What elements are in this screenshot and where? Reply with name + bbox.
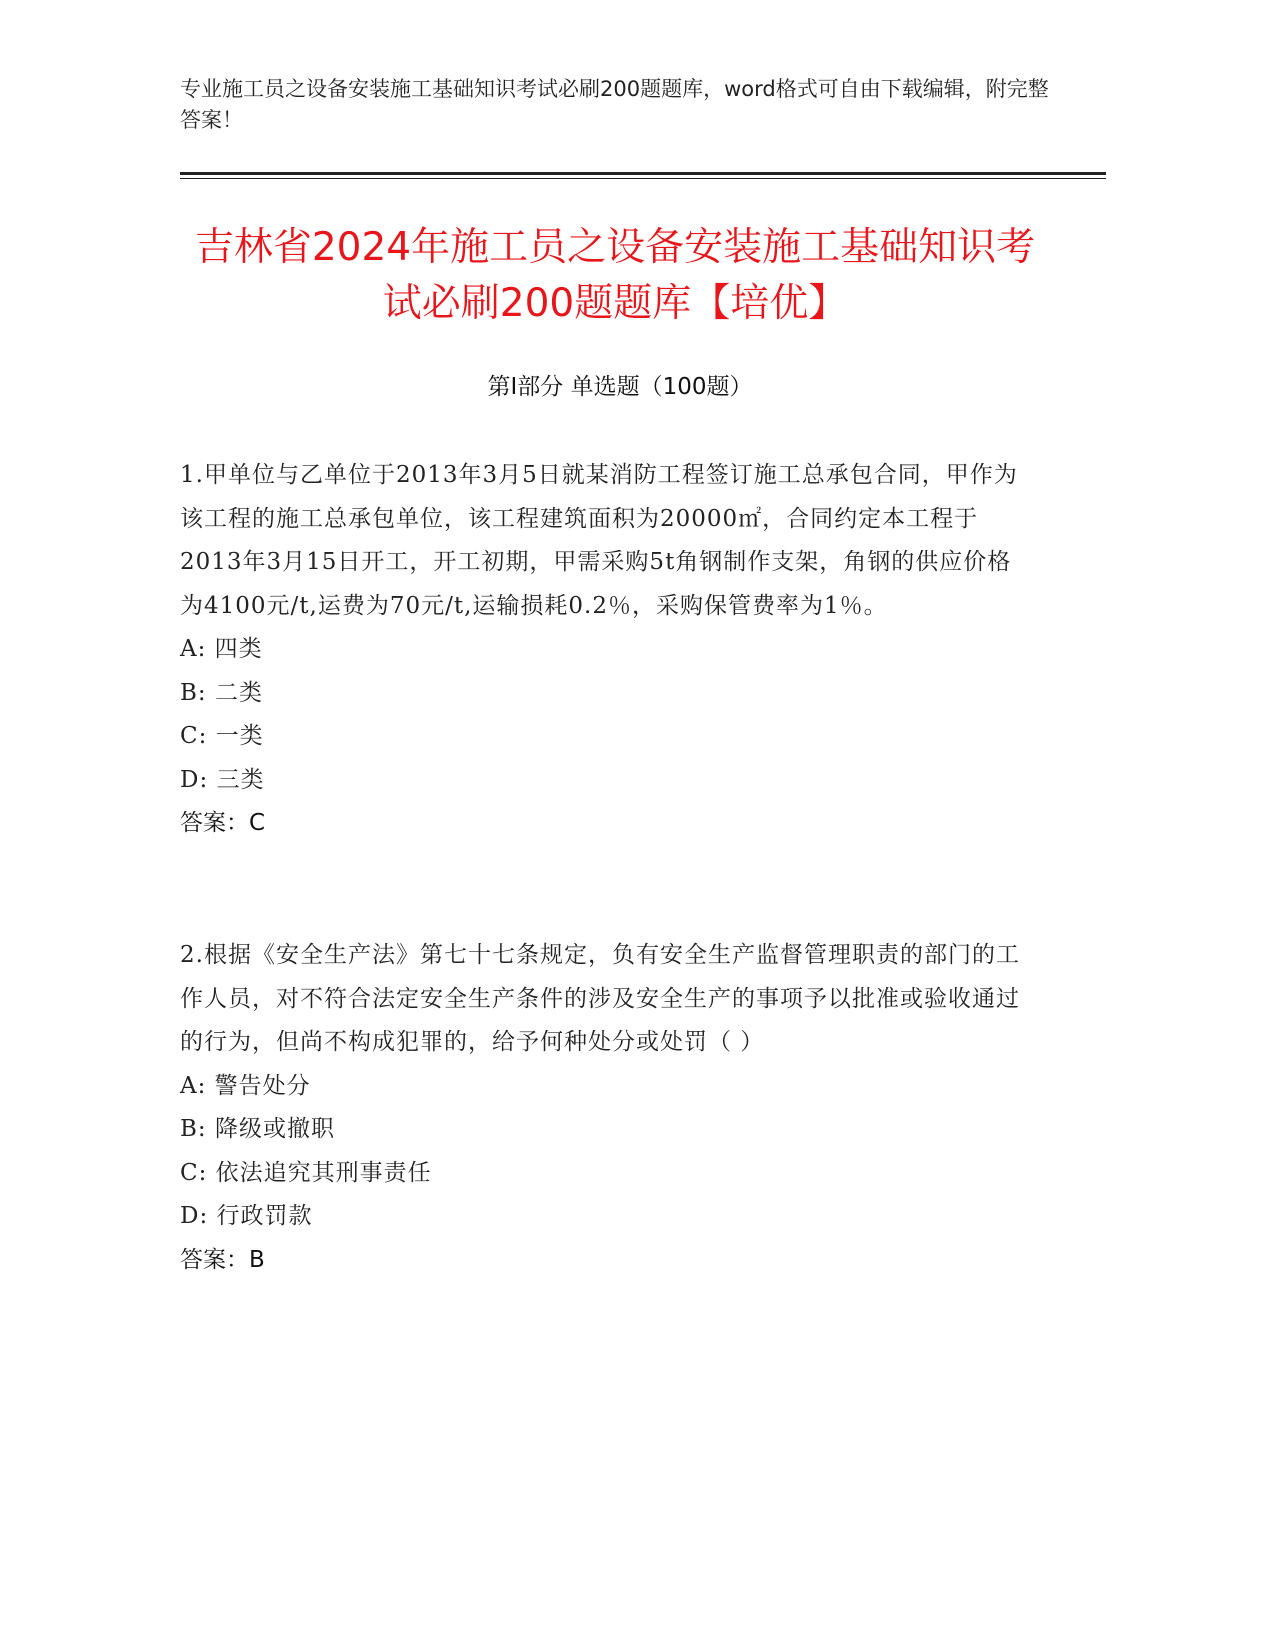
option-a: A: 四类 — [180, 636, 263, 662]
header-rule-thick — [180, 172, 1106, 175]
option-d: D: 行政罚款 — [180, 1203, 313, 1229]
document-title: 吉林省2024年施工员之设备安装施工基础知识考试必刷200题题库【培优】 — [194, 225, 1036, 326]
page-header: 专业施工员之设备安装施工基础知识考试必刷200题题库，word格式可自由下载编辑，附完整答案！ — [180, 77, 1049, 132]
section-heading: 第Ⅰ部分 单选题（100题） — [487, 374, 753, 400]
option-d: D: 三类 — [180, 766, 265, 793]
answer-line: 答案：C — [180, 810, 266, 836]
header-rule-thin — [180, 178, 1106, 179]
answer-line: 答案：B — [180, 1246, 265, 1273]
question-1 — [180, 454, 1032, 846]
option-a: A: 警告处分 — [180, 1072, 311, 1099]
option-b: B: 二类 — [180, 679, 263, 706]
question-2 — [180, 934, 1032, 1282]
question-stem: 1.甲单位与乙单位于2013年3月5日就某消防工程签订施工总承包合同，甲作为该工程的施工总承包单位，该工程建筑面积为20000㎡，合同约定本工程于2013年3月15日开工，开工初期，甲需采购5t角钢制作支架，角钢的供应价格为4100元/t,运费为70元/t,运输损耗0.2％，采购保管费率为1％。 — [180, 462, 1018, 619]
option-b: B: 降级或撤职 — [180, 1116, 335, 1142]
question-stem: 2.根据《安全生产法》第七十七条规定，负有安全生产监督管理职责的部门的工作人员，对不符合法定安全生产条件的涉及安全生产的事项予以批准或验收通过的行为，但尚不构成犯罪的，给予何种处分或处罚（ ） — [180, 942, 1020, 1055]
option-c: C: 依法追究其刑事责任 — [180, 1159, 432, 1186]
option-c: C: 一类 — [180, 723, 264, 749]
